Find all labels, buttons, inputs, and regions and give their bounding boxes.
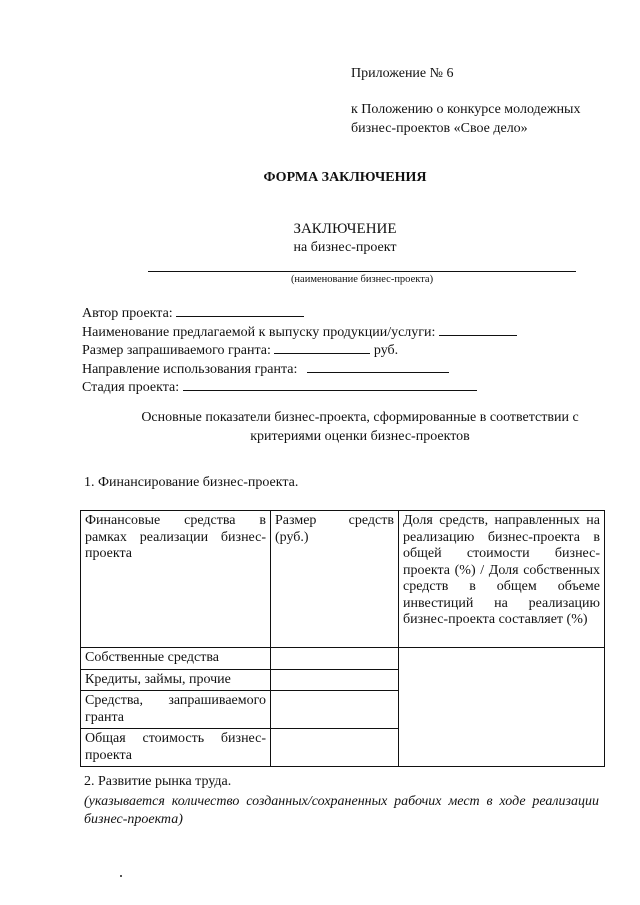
appendix-reference-line-1: к Положению о конкурсе молодежных (351, 102, 581, 117)
row-label-own-funds: Собственные средства (81, 648, 271, 670)
stage-blank (183, 377, 477, 391)
stage-field (82, 377, 517, 396)
row-label-grant: Средства, запрашиваемого гранта (81, 691, 271, 729)
form-title: ФОРМА ЗАКЛЮЧЕНИЯ (263, 170, 427, 185)
stage-label: Стадия проекта: (82, 380, 180, 395)
amount-cell (271, 669, 399, 691)
grant-direction-field (82, 359, 517, 378)
product-name-field (82, 322, 517, 341)
table-header-row (81, 511, 605, 648)
financing-table (80, 510, 605, 767)
scan-speck (120, 875, 122, 877)
project-name-hint: (наименование бизнес-проекта) (290, 274, 434, 285)
appendix-reference-line-2: бизнес-проектов «Свое дело» (351, 121, 528, 136)
conclusion-subheading: на бизнес-проект (293, 240, 397, 255)
grant-size-field (82, 340, 517, 359)
grant-unit: руб. (373, 343, 399, 358)
amount-cell (271, 648, 399, 670)
header-cell-amount: Размер средств (руб.) (271, 511, 399, 648)
indicators-heading (0, 408, 640, 446)
indicators-line-1: Основные показатели бизнес-проекта, сформированные в соответствии с (141, 410, 579, 425)
author-blank (176, 303, 304, 317)
section-2-note: (указывается количество созданных/сохраненных рабочих мест в ходе реализации бизнес-проекта) (84, 794, 599, 827)
grant-size-blank (274, 340, 370, 354)
grant-direction-label: Направление использования гранта: (82, 361, 298, 377)
table-row (81, 648, 605, 670)
conclusion-heading: ЗАКЛЮЧЕНИЕ (293, 221, 397, 237)
project-name-line (148, 271, 576, 272)
amount-cell (271, 729, 399, 767)
row-label-credits: Кредиты, займы, прочие (81, 669, 271, 691)
row-label-total: Общая стоимость бизнес-проекта (81, 729, 271, 767)
product-name-blank (439, 322, 517, 336)
appendix-reference (351, 100, 580, 138)
grant-size-label: Размер запрашиваемого гранта: (82, 343, 271, 358)
header-cell-share: Доля средств, направленных на реализацию бизнес-проекта в общей стоимости бизнес-проекта (%) / Доля собственных средств в общем объеме инвестиций на реализацию бизнес-проекта составляет (%) (399, 511, 605, 648)
amount-cell (271, 691, 399, 729)
project-fields (82, 303, 517, 396)
product-name-label: Наименование предлагаемой к выпуску продукции/услуги: (82, 324, 436, 340)
author-field (82, 303, 517, 322)
indicators-line-2: критериями оценки бизнес-проектов (250, 429, 470, 444)
section-2-title: 2. Развитие рынка труда. (84, 774, 232, 789)
section-1-title: 1. Финансирование бизнес-проекта. (84, 475, 299, 490)
grant-direction-blank (307, 359, 449, 373)
share-cell (399, 648, 605, 767)
header-cell-funds: Финансовые средства в рамках реализации бизнес-проекта (81, 511, 271, 648)
author-label: Автор проекта: (82, 306, 173, 321)
appendix-number: Приложение № 6 (351, 66, 454, 81)
